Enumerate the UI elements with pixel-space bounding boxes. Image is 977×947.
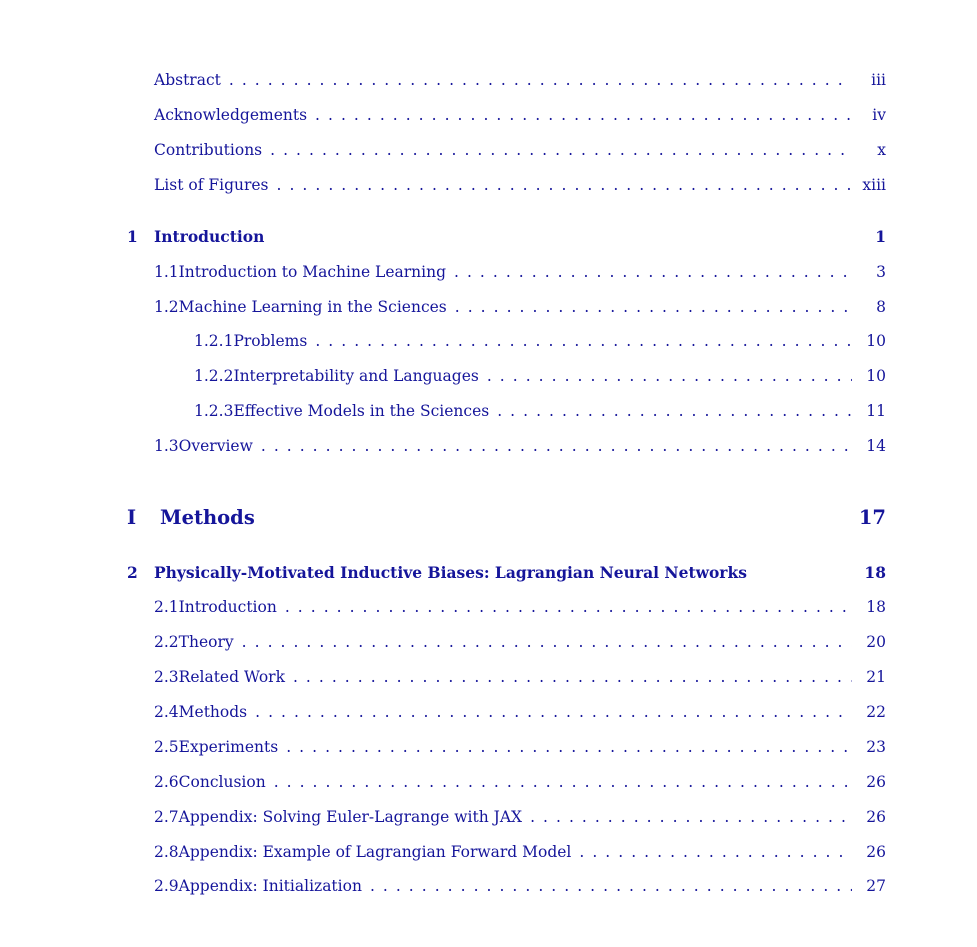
- leader-dots: [579, 840, 852, 864]
- leader-dots: [487, 364, 852, 388]
- toc-subsection[interactable]: [194, 364, 886, 388]
- section-page: 18: [866, 598, 886, 616]
- section-title: Methods: [178, 703, 248, 721]
- section-title: Introduction to Machine Learning: [178, 263, 447, 281]
- section-number: 2.7: [154, 808, 179, 826]
- toc-entry-list-of-figures[interactable]: [154, 173, 886, 197]
- leader-dots: [270, 138, 852, 162]
- leader-dots: [497, 399, 852, 423]
- section-number: 2.2: [154, 633, 179, 651]
- leader-dots: [229, 68, 852, 92]
- toc-subsection[interactable]: [194, 329, 886, 353]
- section-page: 21: [866, 668, 886, 686]
- section-title: Machine Learning in the Sciences: [178, 298, 447, 316]
- toc-entry-title: Abstract: [154, 71, 221, 89]
- toc-entry-title: Contributions: [154, 141, 263, 159]
- section-page: 3: [876, 263, 886, 281]
- part-page: 17: [858, 506, 886, 529]
- leader-dots: [255, 700, 852, 724]
- subsection-page: 10: [866, 367, 886, 385]
- chapter-page: 1: [875, 227, 886, 246]
- subsection-title: Problems: [233, 332, 308, 350]
- section-title: Related Work: [178, 668, 285, 686]
- toc-section[interactable]: [154, 295, 886, 319]
- toc-part-1[interactable]: [127, 503, 886, 533]
- subsection-number: 1.2.3: [194, 402, 234, 420]
- leader-dots: [315, 103, 852, 127]
- leader-dots: [454, 260, 852, 284]
- section-title: Overview: [178, 437, 253, 455]
- section-title: Appendix: Initialization: [178, 877, 362, 895]
- toc-entry-page: iii: [871, 71, 886, 89]
- section-title: Appendix: Example of Lagrangian Forward Model: [178, 843, 572, 861]
- toc-entry-title: Acknowledgements: [154, 106, 308, 124]
- toc-section[interactable]: [154, 630, 886, 654]
- toc-chapter-2[interactable]: [127, 561, 886, 585]
- section-title: Theory: [178, 633, 234, 651]
- leader-dots: [274, 770, 852, 794]
- subsection-number: 1.2.1: [194, 332, 234, 350]
- section-number: 1.2: [154, 298, 179, 316]
- leader-dots: [455, 295, 852, 319]
- toc-section[interactable]: [154, 595, 886, 619]
- leader-dots: [286, 735, 852, 759]
- toc-section[interactable]: [154, 260, 886, 284]
- toc-chapter-1[interactable]: [127, 225, 886, 249]
- part-title: Methods: [160, 506, 255, 529]
- leader-dots: [293, 665, 852, 689]
- leader-dots: [530, 805, 852, 829]
- leader-dots: [277, 173, 852, 197]
- toc-section[interactable]: [154, 735, 886, 759]
- section-page: 26: [866, 773, 886, 791]
- section-number: 2.1: [154, 598, 179, 616]
- toc-section[interactable]: [154, 840, 886, 864]
- section-page: 26: [866, 808, 886, 826]
- subsection-page: 11: [866, 402, 886, 420]
- chapter-title: Introduction: [154, 227, 265, 246]
- section-page: 14: [866, 437, 886, 455]
- section-page: 26: [866, 843, 886, 861]
- part-number: I: [127, 506, 137, 529]
- subsection-title: Effective Models in the Sciences: [233, 402, 490, 420]
- toc-entry-abstract[interactable]: [154, 68, 886, 92]
- section-number: 2.8: [154, 843, 179, 861]
- section-page: 27: [866, 877, 886, 895]
- toc-section[interactable]: [154, 770, 886, 794]
- toc-subsection[interactable]: [194, 399, 886, 423]
- section-title: Conclusion: [178, 773, 266, 791]
- chapter-title: Physically-Motivated Inductive Biases: Lagrangian Neural Networks: [154, 563, 747, 582]
- section-number: 1.1: [154, 263, 179, 281]
- toc-entry-acknowledgements[interactable]: [154, 103, 886, 127]
- chapter-number: 1: [127, 227, 138, 246]
- section-number: 2.9: [154, 877, 179, 895]
- leader-dots: [370, 874, 852, 898]
- section-number: 2.5: [154, 738, 179, 756]
- section-title: Appendix: Solving Euler-Lagrange with JAX: [178, 808, 523, 826]
- leader-dots: [242, 630, 852, 654]
- toc-entry-contributions[interactable]: [154, 138, 886, 162]
- subsection-page: 10: [866, 332, 886, 350]
- toc-section[interactable]: [154, 874, 886, 898]
- section-page: 8: [876, 298, 886, 316]
- leader-dots: [285, 595, 852, 619]
- section-number: 2.3: [154, 668, 179, 686]
- section-number: 2.4: [154, 703, 179, 721]
- leader-dots: [315, 329, 852, 353]
- toc-entry-page: iv: [872, 106, 886, 124]
- section-page: 22: [866, 703, 886, 721]
- section-page: 23: [866, 738, 886, 756]
- section-title: Introduction: [178, 598, 277, 616]
- leader-dots: [261, 434, 852, 458]
- subsection-number: 1.2.2: [194, 367, 234, 385]
- section-page: 20: [866, 633, 886, 651]
- chapter-number: 2: [127, 563, 138, 582]
- toc-section[interactable]: [154, 434, 886, 458]
- toc-entry-page: x: [877, 141, 886, 159]
- section-title: Experiments: [178, 738, 279, 756]
- section-number: 1.3: [154, 437, 179, 455]
- chapter-page: 18: [864, 563, 886, 582]
- section-number: 2.6: [154, 773, 179, 791]
- toc-section[interactable]: [154, 665, 886, 689]
- toc-section[interactable]: [154, 805, 886, 829]
- subsection-title: Interpretability and Languages: [233, 367, 479, 385]
- toc-entry-title: List of Figures: [154, 176, 269, 194]
- toc-section[interactable]: [154, 700, 886, 724]
- toc-entry-page: xiii: [862, 176, 886, 194]
